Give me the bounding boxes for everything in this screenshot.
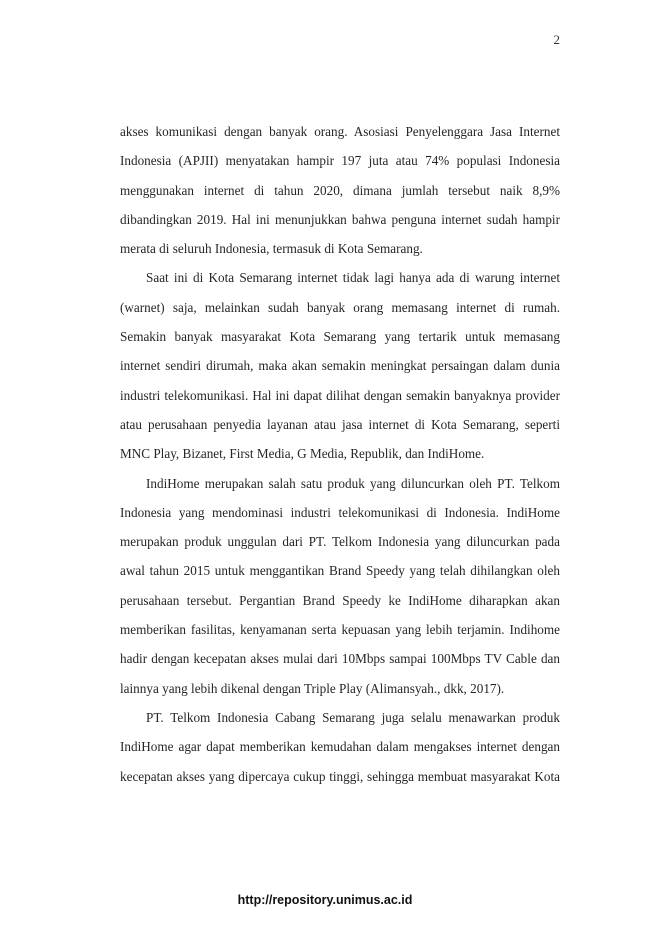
text-line: IndiHome agar dapat memberikan kemudahan dalam mengakses internet dengan [120, 739, 560, 755]
text-line: awal tahun 2015 untuk menggantikan Brand Speedy yang telah dihilangkan oleh [120, 563, 560, 579]
text-line: PT. Telkom Indonesia Cabang Semarang juga selalu menawarkan produk [146, 709, 560, 725]
text-line: memberikan fasilitas, kenyamanan serta kepuasan yang lebih terjamin. Indihome [120, 622, 560, 638]
text-line: menggunakan internet di tahun 2020, dimana jumlah tersebut naik 8,9% [120, 182, 560, 198]
text-line: (warnet) saja, melainkan sudah banyak orang memasang internet di rumah. [120, 299, 560, 315]
text-line: merupakan produk unggulan dari PT. Telkom Indonesia yang diluncurkan pada [120, 534, 560, 550]
footer-url: http://repository.unimus.ac.id [237, 893, 413, 907]
text-line: MNC Play, Bizanet, First Media, G Media, Republik, dan IndiHome. [120, 446, 485, 462]
text-line: lainnya yang lebih dikenal dengan Triple Play (Alimansyah., dkk, 2017). [120, 680, 505, 696]
text-line: Semakin banyak masyarakat Kota Semarang yang tertarik untuk memasang [120, 329, 560, 345]
text-line: Indonesia (APJII) menyatakan hampir 197 juta atau 74% populasi Indonesia [120, 153, 560, 169]
text-line: internet sendiri dirumah, maka akan semakin meningkat persaingan dalam dunia [120, 358, 560, 374]
text-line: industri telekomunikasi. Hal ini dapat dilihat dengan semakin banyaknya provider [120, 387, 560, 403]
text-line: perusahaan tersebut. Pergantian Brand Speedy ke IndiHome diharapkan akan [120, 592, 560, 608]
text-line: kecepatan akses yang dipercaya cukup tinggi, sehingga membuat masyarakat Kota [120, 768, 560, 784]
text-line: Indonesia yang mendominasi industri telekomunikasi di Indonesia. IndiHome [120, 504, 560, 520]
text-line: dibandingkan 2019. Hal ini menunjukkan bahwa penguna internet sudah hampir [120, 211, 560, 227]
text-line: hadir dengan kecepatan akses mulai dari 10Mbps sampai 100Mbps TV Cable dan [120, 651, 560, 667]
text-line: akses komunikasi dengan banyak orang. Asosiasi Penyelenggara Jasa Internet [120, 124, 560, 139]
page-number: 2 [553, 32, 560, 47]
body-text [120, 117, 560, 791]
text-line: IndiHome merupakan salah satu produk yang diluncurkan oleh PT. Telkom [146, 475, 560, 491]
text-line: Saat ini di Kota Semarang internet tidak lagi hanya ada di warung internet [146, 270, 560, 286]
text-line: atau perusahaan penyedia layanan atau jasa internet di Kota Semarang, seperti [120, 416, 560, 432]
text-line: merata di seluruh Indonesia, termasuk di Kota Semarang. [120, 241, 423, 257]
